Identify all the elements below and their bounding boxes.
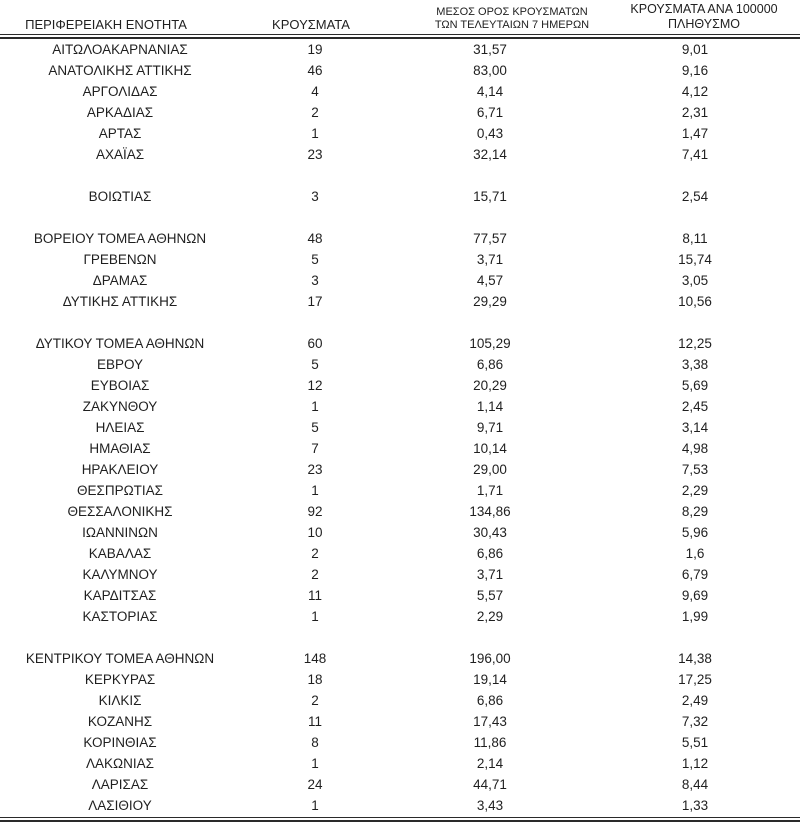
per100k-cell — [590, 312, 800, 333]
cases-cell: 18 — [307, 672, 323, 687]
region-cell: ΑΡΚΑΔΙΑΣ — [86, 105, 154, 120]
table-row — [0, 501, 800, 522]
avg7-cell: 5,57 — [476, 588, 504, 603]
table-row — [0, 690, 800, 711]
per100k-cell: 7,53 — [681, 462, 709, 477]
spacer-row — [0, 312, 800, 333]
region-cell: ΘΕΣΣΑΛΟΝΙΚΗΣ — [67, 504, 173, 519]
cases-cell: 19 — [307, 42, 323, 57]
avg7-cell: 1,71 — [476, 483, 504, 498]
per100k-cell: 15,74 — [678, 252, 712, 267]
table-row — [0, 396, 800, 417]
avg7-cell: 19,14 — [473, 672, 507, 687]
table-row — [0, 564, 800, 585]
table-row — [0, 585, 800, 606]
table-row — [0, 459, 800, 480]
per100k-cell: 1,6 — [685, 546, 705, 561]
table-row — [0, 522, 800, 543]
cases-cell: 48 — [307, 231, 323, 246]
cases-cell: 11 — [307, 588, 322, 603]
cases-cell: 4 — [311, 84, 319, 99]
avg7-cell: 9,71 — [476, 420, 504, 435]
avg7-cell: 196,00 — [469, 651, 511, 666]
per100k-cell: 2,49 — [681, 693, 709, 708]
column-header-region — [0, 17, 226, 34]
region-cell: ΑΙΤΩΛΟΑΚΑΡΝΑΝΙΑΣ — [52, 42, 188, 57]
cases-cell: 60 — [307, 336, 323, 351]
avg7-cell: 77,57 — [473, 231, 507, 246]
avg7-cell: 3,71 — [476, 252, 504, 267]
region-cell: ΗΛΕΙΑΣ — [95, 420, 145, 435]
avg7-cell — [390, 627, 590, 648]
table-row — [0, 480, 800, 501]
per100k-cell: 5,51 — [681, 735, 709, 750]
cases-cell: 2 — [311, 567, 319, 582]
avg7-cell: 134,86 — [469, 504, 511, 519]
cases-cell: 148 — [303, 651, 327, 666]
avg7-cell: 1,14 — [476, 399, 504, 414]
per100k-cell: 2,29 — [681, 483, 709, 498]
table-row — [0, 669, 800, 690]
per100k-cell: 7,41 — [681, 147, 709, 162]
avg7-cell: 3,71 — [476, 567, 504, 582]
cases-cell: 5 — [311, 357, 319, 372]
region-cell: ΔΥΤΙΚΟΥ ΤΟΜΕΑ ΑΘΗΝΩΝ — [35, 336, 205, 351]
column-header-cases — [236, 17, 386, 34]
avg7-cell: 6,86 — [476, 693, 504, 708]
cases-cell: 3 — [311, 273, 319, 288]
cases-cell: 5 — [311, 420, 319, 435]
cases-cell — [240, 207, 390, 228]
per100k-cell: 2,45 — [681, 399, 709, 414]
column-header-per-100k-line1: ΚΡΟΥΣΜΑΤΑ ΑΝΑ 100000 — [630, 2, 778, 16]
table-row — [0, 711, 800, 732]
table-row — [0, 81, 800, 102]
cases-cell: 1 — [311, 399, 319, 414]
avg7-cell: 10,14 — [473, 441, 507, 456]
cases-cell: 24 — [307, 777, 323, 792]
per100k-cell — [590, 207, 800, 228]
regional-cases-table — [0, 39, 800, 816]
avg7-cell: 6,71 — [476, 105, 504, 120]
per100k-cell: 10,56 — [678, 294, 712, 309]
per100k-cell: 1,99 — [681, 609, 709, 624]
per100k-cell: 5,69 — [681, 378, 709, 393]
per100k-cell: 8,29 — [681, 504, 709, 519]
region-cell: ΕΒΡΟΥ — [96, 357, 144, 372]
region-cell: ΛΑΡΙΣΑΣ — [91, 777, 149, 792]
cases-cell: 92 — [307, 504, 323, 519]
avg7-cell: 2,14 — [476, 756, 504, 771]
region-cell — [0, 312, 240, 333]
table-row — [0, 606, 800, 627]
region-cell: ΚΙΛΚΙΣ — [98, 693, 142, 708]
region-cell — [0, 207, 240, 228]
table-row — [0, 123, 800, 144]
cases-cell: 1 — [311, 126, 319, 141]
cases-cell: 17 — [307, 294, 323, 309]
cases-cell: 2 — [311, 105, 319, 120]
cases-cell: 1 — [311, 798, 319, 813]
table-row — [0, 354, 800, 375]
region-cell: ΙΩΑΝΝΙΝΩΝ — [82, 525, 158, 540]
region-cell — [0, 165, 240, 186]
per100k-cell — [590, 627, 800, 648]
table-row — [0, 375, 800, 396]
cases-cell: 11 — [307, 714, 322, 729]
region-cell: ΒΟΡΕΙΟΥ ΤΟΜΕΑ ΑΘΗΝΩΝ — [33, 231, 207, 246]
per100k-cell: 3,05 — [681, 273, 709, 288]
table-row — [0, 438, 800, 459]
cases-cell: 1 — [311, 483, 319, 498]
region-cell: ΑΡΓΟΛΙΔΑΣ — [82, 84, 158, 99]
spacer-row — [0, 627, 800, 648]
cases-cell: 3 — [311, 189, 319, 204]
avg7-cell — [390, 312, 590, 333]
region-cell: ΗΜΑΘΙΑΣ — [89, 441, 151, 456]
per100k-cell: 12,25 — [678, 336, 712, 351]
avg7-cell: 15,71 — [473, 189, 507, 204]
region-cell: ΓΡΕΒΕΝΩΝ — [83, 252, 157, 267]
avg7-cell: 32,14 — [473, 147, 507, 162]
per100k-cell: 9,16 — [681, 63, 709, 78]
avg7-cell: 3,43 — [476, 798, 504, 813]
column-header-region-label: ΠΕΡΙΦΕΡΕΙΑΚΗ ΕΝΟΤΗΤΑ — [25, 17, 187, 32]
cases-cell: 2 — [311, 546, 319, 561]
spacer-row — [0, 207, 800, 228]
cases-cell: 1 — [311, 609, 319, 624]
per100k-cell: 9,01 — [681, 42, 709, 57]
per100k-cell: 8,11 — [682, 231, 708, 246]
column-header-7day-average-line2: ΤΩΝ ΤΕΛΕΥΤΑΙΩΝ 7 ΗΜΕΡΩΝ — [434, 19, 590, 31]
per100k-cell: 1,12 — [681, 756, 709, 771]
table-row — [0, 648, 800, 669]
spacer-row — [0, 165, 800, 186]
region-cell: ΔΥΤΙΚΗΣ ΑΤΤΙΚΗΣ — [62, 294, 178, 309]
region-cell: ΚΕΡΚΥΡΑΣ — [84, 672, 156, 687]
cases-cell: 46 — [307, 63, 323, 78]
region-cell: ΚΟΖΑΝΗΣ — [87, 714, 153, 729]
avg7-cell: 6,86 — [476, 546, 504, 561]
avg7-cell: 2,29 — [476, 609, 504, 624]
table-body — [0, 39, 800, 816]
per100k-cell: 9,69 — [681, 588, 709, 603]
avg7-cell: 17,43 — [473, 714, 507, 729]
region-cell — [0, 627, 240, 648]
cases-cell: 5 — [311, 252, 319, 267]
column-header-per-100k-line2: ΠΛΗΘΥΣΜΟ — [668, 16, 740, 31]
per100k-cell: 14,38 — [678, 651, 712, 666]
avg7-cell — [390, 165, 590, 186]
per100k-cell: 17,25 — [678, 672, 712, 687]
region-cell: ΕΥΒΟΙΑΣ — [90, 378, 150, 393]
cases-cell: 12 — [307, 378, 323, 393]
per100k-cell: 8,44 — [681, 777, 709, 792]
avg7-cell: 83,00 — [473, 63, 507, 78]
column-header-7day-average — [412, 6, 612, 34]
table-row — [0, 186, 800, 207]
cases-cell — [240, 312, 390, 333]
table-bottom-rule — [0, 817, 800, 822]
table-row — [0, 732, 800, 753]
region-cell: ΑΡΤΑΣ — [98, 126, 142, 141]
region-cell: ΛΑΚΩΝΙΑΣ — [86, 756, 154, 771]
cases-cell — [240, 165, 390, 186]
region-cell: ΘΕΣΠΡΩΤΙΑΣ — [76, 483, 164, 498]
table-row — [0, 543, 800, 564]
table-row — [0, 144, 800, 165]
cases-cell: 23 — [307, 462, 323, 477]
table-row — [0, 270, 800, 291]
region-cell: ΔΡΑΜΑΣ — [92, 273, 148, 288]
table-row — [0, 39, 800, 60]
avg7-cell: 4,14 — [476, 84, 504, 99]
region-cell: ΚΑΒΑΛΑΣ — [88, 546, 152, 561]
table-row — [0, 102, 800, 123]
table-row — [0, 795, 800, 816]
column-header-cases-label: ΚΡΟΥΣΜΑΤΑ — [272, 17, 350, 32]
region-cell: ΑΧΑΪΑΣ — [95, 147, 145, 162]
per100k-cell: 4,98 — [681, 441, 709, 456]
cases-cell: 2 — [311, 693, 319, 708]
region-cell: ΛΑΣΙΘΙΟΥ — [88, 798, 152, 813]
region-cell: ΑΝΑΤΟΛΙΚΗΣ ΑΤΤΙΚΗΣ — [48, 63, 192, 78]
table-row — [0, 417, 800, 438]
table-row — [0, 60, 800, 81]
region-cell: ΚΟΡΙΝΘΙΑΣ — [83, 735, 157, 750]
avg7-cell: 6,86 — [476, 357, 504, 372]
per100k-cell: 1,33 — [681, 798, 709, 813]
per100k-cell: 3,38 — [681, 357, 709, 372]
table-row — [0, 774, 800, 795]
cases-cell — [240, 627, 390, 648]
region-cell: ΗΡΑΚΛΕΙΟΥ — [81, 462, 159, 477]
avg7-cell: 44,71 — [473, 777, 507, 792]
per100k-cell: 1,47 — [681, 126, 709, 141]
cases-cell: 23 — [307, 147, 323, 162]
cases-cell: 1 — [311, 756, 319, 771]
per100k-cell: 4,12 — [681, 84, 709, 99]
table-row — [0, 249, 800, 270]
avg7-cell: 29,00 — [473, 462, 507, 477]
cases-cell: 10 — [307, 525, 323, 540]
region-cell: ΖΑΚΥΝΘΟΥ — [82, 399, 158, 414]
region-cell: ΚΑΛΥΜΝΟΥ — [82, 567, 158, 582]
table-row — [0, 333, 800, 354]
per100k-cell: 6,79 — [681, 567, 709, 582]
column-header-7day-average-line1: ΜΕΣΟΣ ΟΡΟΣ ΚΡΟΥΣΜΑΤΩΝ — [436, 6, 588, 18]
region-cell: ΚΑΣΤΟΡΙΑΣ — [82, 609, 158, 624]
cases-cell: 8 — [311, 735, 319, 750]
per100k-cell: 3,14 — [681, 420, 709, 435]
avg7-cell: 105,29 — [469, 336, 511, 351]
avg7-cell: 20,29 — [473, 378, 507, 393]
table-row — [0, 753, 800, 774]
avg7-cell: 0,43 — [476, 126, 504, 141]
table-row — [0, 291, 800, 312]
avg7-cell: 30,43 — [473, 525, 507, 540]
per100k-cell: 5,96 — [681, 525, 709, 540]
per100k-cell: 7,32 — [681, 714, 709, 729]
avg7-cell: 11,86 — [473, 735, 507, 750]
table-row — [0, 228, 800, 249]
region-cell: ΚΑΡΔΙΤΣΑΣ — [83, 588, 157, 603]
table-header-row — [0, 0, 800, 34]
avg7-cell: 4,57 — [476, 273, 504, 288]
per100k-cell: 2,31 — [681, 105, 709, 120]
region-cell: ΒΟΙΩΤΙΑΣ — [88, 189, 152, 204]
region-cell: ΚΕΝΤΡΙΚΟΥ ΤΟΜΕΑ ΑΘΗΝΩΝ — [25, 651, 215, 666]
avg7-cell — [390, 207, 590, 228]
cases-cell: 7 — [311, 441, 319, 456]
per100k-cell — [590, 165, 800, 186]
column-header-per-100k — [599, 2, 800, 34]
per100k-cell: 2,54 — [681, 189, 709, 204]
avg7-cell: 29,29 — [473, 294, 507, 309]
avg7-cell: 31,57 — [473, 42, 507, 57]
